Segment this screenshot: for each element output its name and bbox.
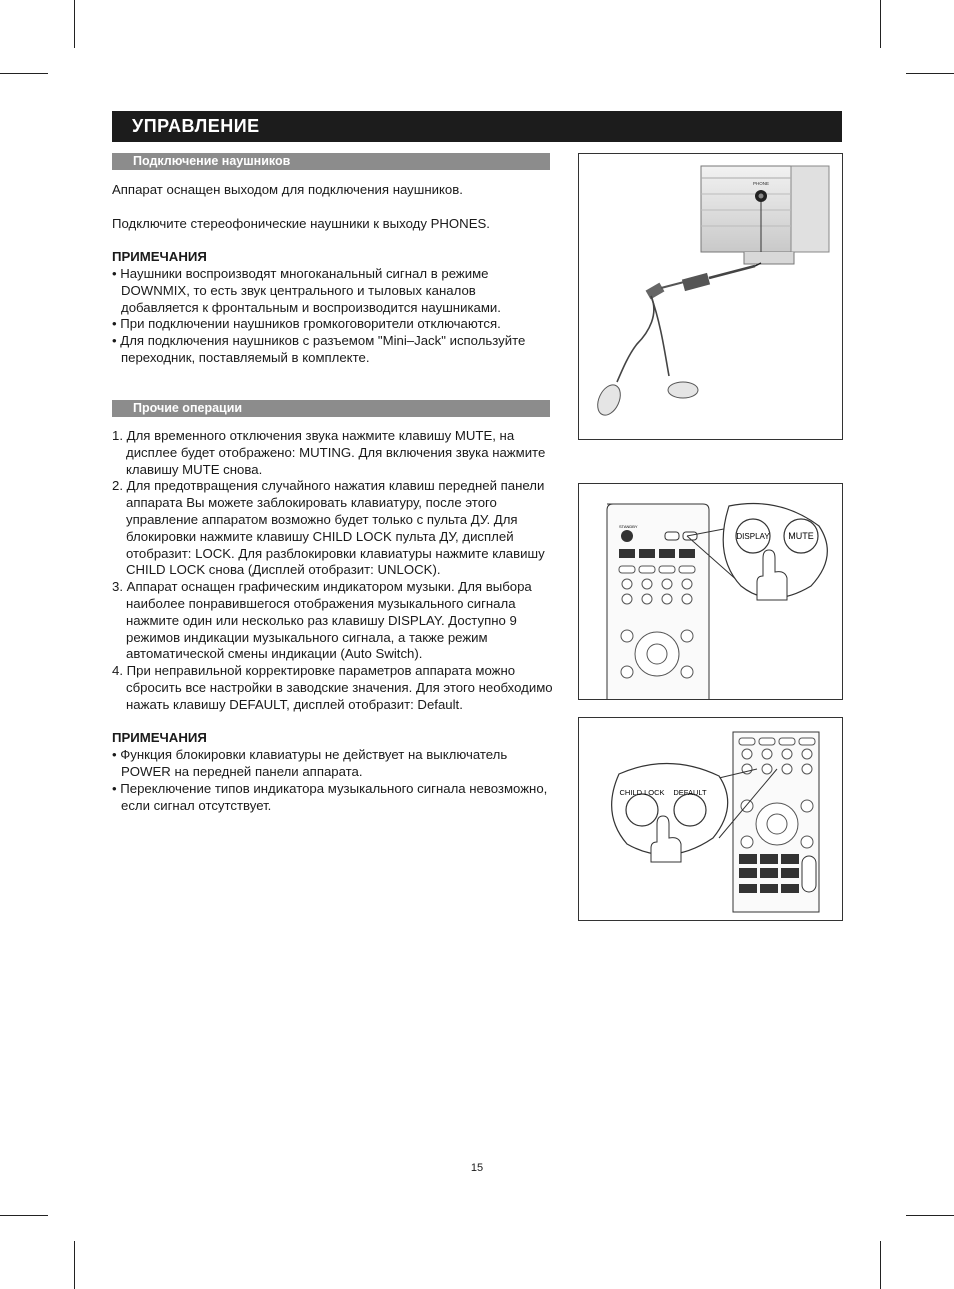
crop-mark — [906, 73, 954, 74]
crop-mark — [906, 1215, 954, 1216]
list-item: 2. Для предотвращения случайного нажатия клавиш передней панели аппарата Вы можете заблокировать клавиатуру, после этого управление аппаратом возможно будет только с пульта ДУ. Для блокировки нажмите клавишу CHILD LOCK пульта ДУ, дисплей отобразит: LOCK. Для разблокировки клавиатуры нажмите клавишу CHILD LOCK снова (Дисплей отобразит: UNLOCK). — [112, 478, 545, 578]
page-number: 15 — [470, 1162, 484, 1174]
page-title-bar — [112, 111, 842, 142]
section-heading-bar — [112, 400, 550, 417]
remote-label: STANDBY — [619, 524, 638, 529]
note-item: • Переключение типов индикатора музыкального сигнала невозможно, если сигнал отсутствует. — [112, 780, 548, 813]
remote-display-mute-figure — [578, 483, 843, 700]
child-lock-button-label: CHILD LOCK — [619, 788, 665, 797]
note-item: • Наушники воспроизводят многоканальный сигнал в режиме DOWNMIX, то есть звук центрального и тыловых каналов добавляется к фронтальным и воспроизводится наушниками. — [112, 265, 501, 315]
list-item: 4. При неправильной корректировке параметров аппарата можно сбросить все настройки в заводские значения. Для этого необходимо нажать клавишу DEFAULT, дисплей отобразит: Default. — [112, 663, 553, 712]
note-item: • При подключении наушников громкоговорители отключаются. — [112, 316, 501, 332]
section2-body — [112, 428, 557, 814]
crop-mark — [74, 1241, 75, 1289]
mute-button-label: MUTE — [788, 531, 814, 541]
crop-mark — [0, 73, 48, 74]
page-title: УПРАВЛЕНИЕ — [132, 116, 260, 136]
paragraph: Подключите стереофонические наушники к выходу PHONES. — [112, 215, 490, 231]
crop-mark — [880, 0, 881, 48]
list-item: 1. Для временного отключения звука нажмите клавишу MUTE, на дисплее будет отображено: MUTING. Для включения звука нажмите клавишу MUTE снова. — [112, 428, 546, 477]
remote-childlock-default-figure — [578, 717, 843, 921]
section-heading: Подключение наушников — [133, 154, 291, 168]
crop-mark — [880, 1241, 881, 1289]
display-button-label: DISPLAY — [736, 532, 770, 541]
crop-mark — [74, 0, 75, 48]
section-heading: Прочие операции — [133, 401, 243, 415]
default-button-label: DEFAULT — [673, 788, 707, 797]
paragraph: Аппарат оснащен выходом для подключения наушников. — [112, 182, 463, 197]
list-item: 3. Аппарат оснащен графическим индикатором музыки. Для выбора наиболее понравившегося отображения музыкального сигнала нажмите один или несколько раз клавишу DISPLAY. Доступно 9 режимов индикации музыкального сигнала, а также режим автоматической смены индикации (Auto Switch). — [112, 579, 532, 662]
port-label: PHONE — [752, 181, 770, 186]
section1-body — [112, 182, 557, 367]
section-heading-bar — [112, 153, 550, 170]
notes-heading: ПРИМЕЧАНИЯ — [112, 730, 207, 746]
crop-mark — [0, 1215, 48, 1216]
notes-heading: ПРИМЕЧАНИЯ — [112, 249, 207, 265]
headphones-illustration — [579, 154, 842, 439]
note-item: • Функция блокировки клавиатуры не действует на выключатель POWER на передней панели аппарата. — [112, 747, 508, 779]
headphones-figure — [578, 153, 843, 440]
note-item: • Для подключения наушников с разъемом "Mini–Jack" используйте переходник, поставляемый в комплекте. — [112, 333, 526, 365]
